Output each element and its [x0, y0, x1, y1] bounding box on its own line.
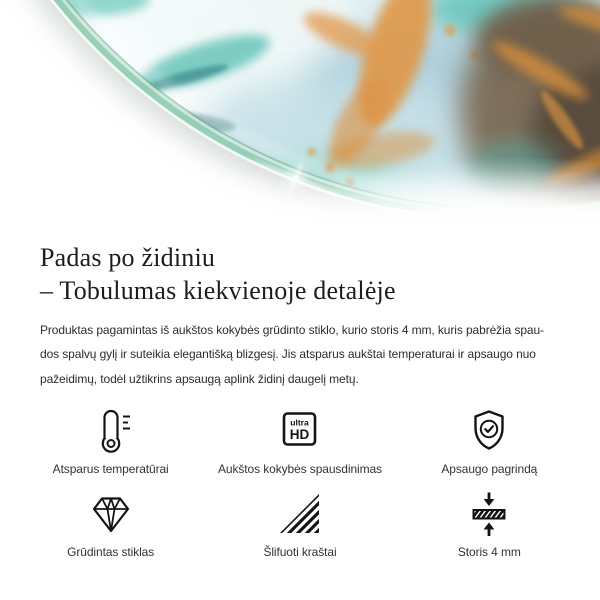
intro-section [0, 241, 600, 391]
feature-label: Šlifuoti kraštai [263, 544, 337, 559]
page-title [40, 241, 560, 307]
feature-label: Atsparus temperatūrai [52, 461, 169, 476]
ultra-hd-icon [205, 407, 394, 455]
feature-thickness [395, 490, 584, 559]
feature-polished-edges [205, 490, 394, 559]
product-photo [0, 0, 600, 235]
feature-label: Storis 4 mm [457, 544, 521, 559]
thermometer-icon [16, 407, 205, 455]
glass-panel-photo-image [0, 0, 600, 235]
page-title-line1: Padas po židiniu [40, 243, 216, 272]
feature-label: Grūdintas stiklas [67, 544, 155, 559]
ultra-hd-icon-text-top: ultra [290, 417, 309, 428]
photo-fade-bottom [0, 170, 600, 235]
diamond-icon [16, 490, 205, 538]
feature-label: Aukštos kokybės spausdinimas [218, 461, 382, 476]
feature-protects-base [395, 407, 584, 476]
feature-label: Apsaugo pagrindą [441, 461, 538, 476]
thickness-icon [395, 490, 584, 538]
feature-print-quality [205, 407, 394, 476]
description-line: Produktas pagamintas iš aukštos kokybės grūdinto stiklo, kurio storis 4 mm, kuris pabrėžia spau- [40, 323, 544, 337]
description-line: pažeidimų, todėl užtikrins apsaugą aplink židinį daugelį metų. [40, 371, 359, 386]
features-grid [0, 407, 600, 559]
product-description [40, 318, 560, 391]
shield-check-icon [395, 407, 584, 455]
ultra-hd-icon-text-bottom: HD [289, 426, 310, 442]
polished-edges-icon [205, 490, 394, 538]
description-line: dos spalvų gylį ir suteikia elegantišką blizgesį. Jis atsparus aukštai temperaturai ir apsaugo nuo [40, 347, 536, 362]
feature-tempered-glass [16, 490, 205, 559]
page-title-line2: – Tobulumas kiekvienoje detalėje [40, 276, 396, 305]
feature-heat-resistant [16, 407, 205, 476]
